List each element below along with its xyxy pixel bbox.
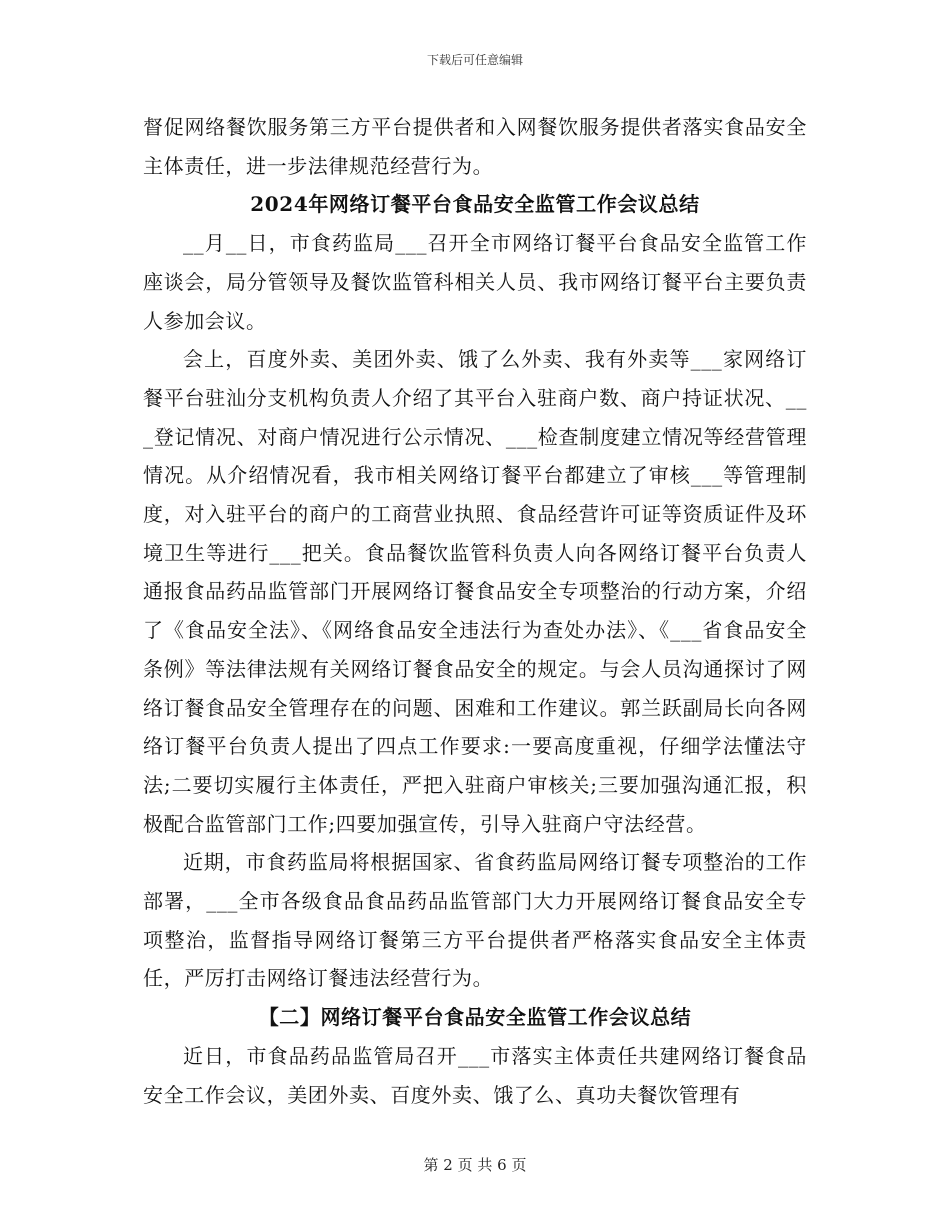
- intro-paragraph: 督促网络餐饮服务第三方平台提供者和入网餐饮服务提供者落实食品安全主体责任，进一步法律规范经营行为。: [143, 115, 807, 178]
- paragraph-meeting-content: 会上，百度外卖、美团外卖、饿了么外卖、我有外卖等___家网络订餐平台驻汕分支机构负责人介绍了其平台入驻商户数、商户持证状况、___登记情况、对商户情况进行公示情况、___检查制度建立情况等经营管理情况。从介绍情况看，我市相关网络订餐平台都建立了审核___等管理制度，对入驻平台的商户的工商营业执照、食品经营许可证等资质证件及环境卫生等进行___把关。食品餐饮监管科负责人向各网络订餐平台负责人通报食品药品监管部门开展网络订餐食品安全专项整治的行动方案，介绍了《食品安全法》、《网络食品安全违法行为查处办法》、《___省食品安全条例》等法律法规有关网络订餐食品安全的规定。与会人员沟通探讨了网络订餐食品安全管理存在的问题、困难和工作建议。郭兰跃副局长向各网络订餐平台负责人提出了四点工作要求:一要高度重视，仔细学法懂法守法;二要切实履行主体责任，严把入驻商户审核关;三要加强沟通汇报，积极配合监管部门工作;四要加强宣传，引导入驻商户守法经营。: [143, 347, 807, 836]
- section-heading-2024: 2024年网络订餐平台食品安全监管工作会议总结: [250, 192, 700, 217]
- paragraph-meeting-date: __月__日，市食药监局___召开全市网络订餐平台食品安全监管工作座谈会，局分管领导及餐饮监管科相关人员、我市网络订餐平台主要负责人参加会议。: [143, 231, 807, 333]
- paragraph-recent-meeting: 近日，市食品药品监管局召开___市落实主体责任共建网络订餐食品安全工作会议，美团外卖、百度外卖、饿了么、真功夫餐饮管理有: [143, 1043, 807, 1107]
- page-header-note: 下载后可任意编辑: [426, 53, 523, 67]
- section-heading-two: 【二】网络订餐平台食品安全监管工作会议总结: [258, 1005, 692, 1030]
- page-number: 第 2 页 共 6 页: [423, 1156, 527, 1174]
- paragraph-recent-plan: 近期，市食药监局将根据国家、省食药监局网络订餐专项整治的工作部署，___全市各级食品食品药品监管部门大力开展网络订餐食品安全专项整治，监督指导网络订餐第三方平台提供者严格落实食品安全主体责任，严厉打击网络订餐违法经营行为。: [143, 850, 807, 991]
- document-body: [143, 108, 807, 1114]
